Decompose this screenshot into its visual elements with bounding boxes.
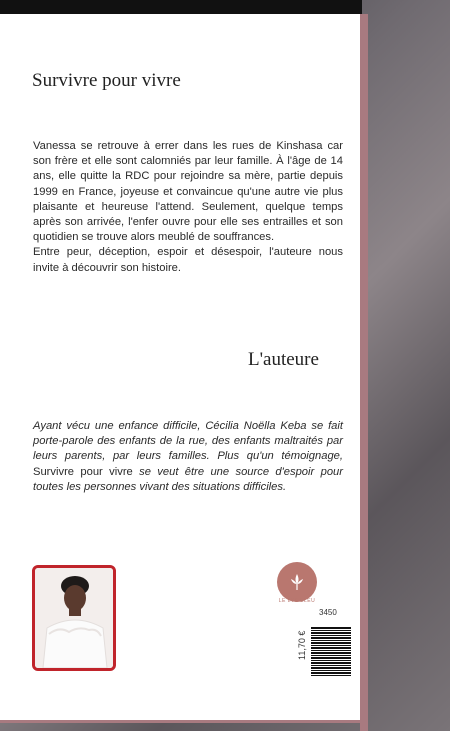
author-photo — [32, 565, 116, 671]
barcode — [311, 626, 351, 676]
author-heading: L'auteure — [248, 349, 319, 370]
bio-text-1: Ayant vécu une enfance difficile, Cécilia Noëlla Keba se fait porte-parole des enfants de la rue, des enfants maltraités par leurs parents, par leurs familles. Plus qu'un témoignage, — [33, 420, 343, 463]
publisher-logo — [277, 562, 317, 602]
product-code: 3450 — [319, 608, 337, 617]
synopsis — [33, 139, 343, 276]
book-title: Survivre pour vivre — [32, 70, 181, 91]
cover-edge-right — [360, 14, 368, 731]
publisher-name: LE LYS BLEU — [278, 598, 316, 604]
author-bio — [33, 419, 343, 495]
synopsis-paragraph-2: Entre peur, déception, espoir et désespoir, l'auteure nous invite à découvrir son histoire. — [33, 246, 343, 274]
bio-book-title: Survivre pour vivre — [33, 465, 133, 478]
lily-icon — [286, 571, 308, 593]
synopsis-paragraph-1: Vanessa se retrouve à errer dans les rues de Kinshasa car son frère et elle sont calomniés par leur famille. À l'âge de 14 ans, elle quitte la RDC pour rejoindre sa mère, partie depuis 1999 en France, joyeuse et convaincue qu'une autre vie plus plaisante et heureuse l'attend. Seulement, quelque temps après son arrivée, l'enfer ouvre pour elle ses entrailles et son quotidien se trouve alors meublé de souffrances. — [33, 140, 343, 244]
bio-text-2: se veut être une source d'espoir pour toutes les personnes vivant des situations difficiles. — [33, 465, 343, 493]
price: 11,70 € — [297, 630, 307, 660]
top-dark-bar — [0, 0, 362, 14]
author-portrait-image — [35, 568, 113, 668]
